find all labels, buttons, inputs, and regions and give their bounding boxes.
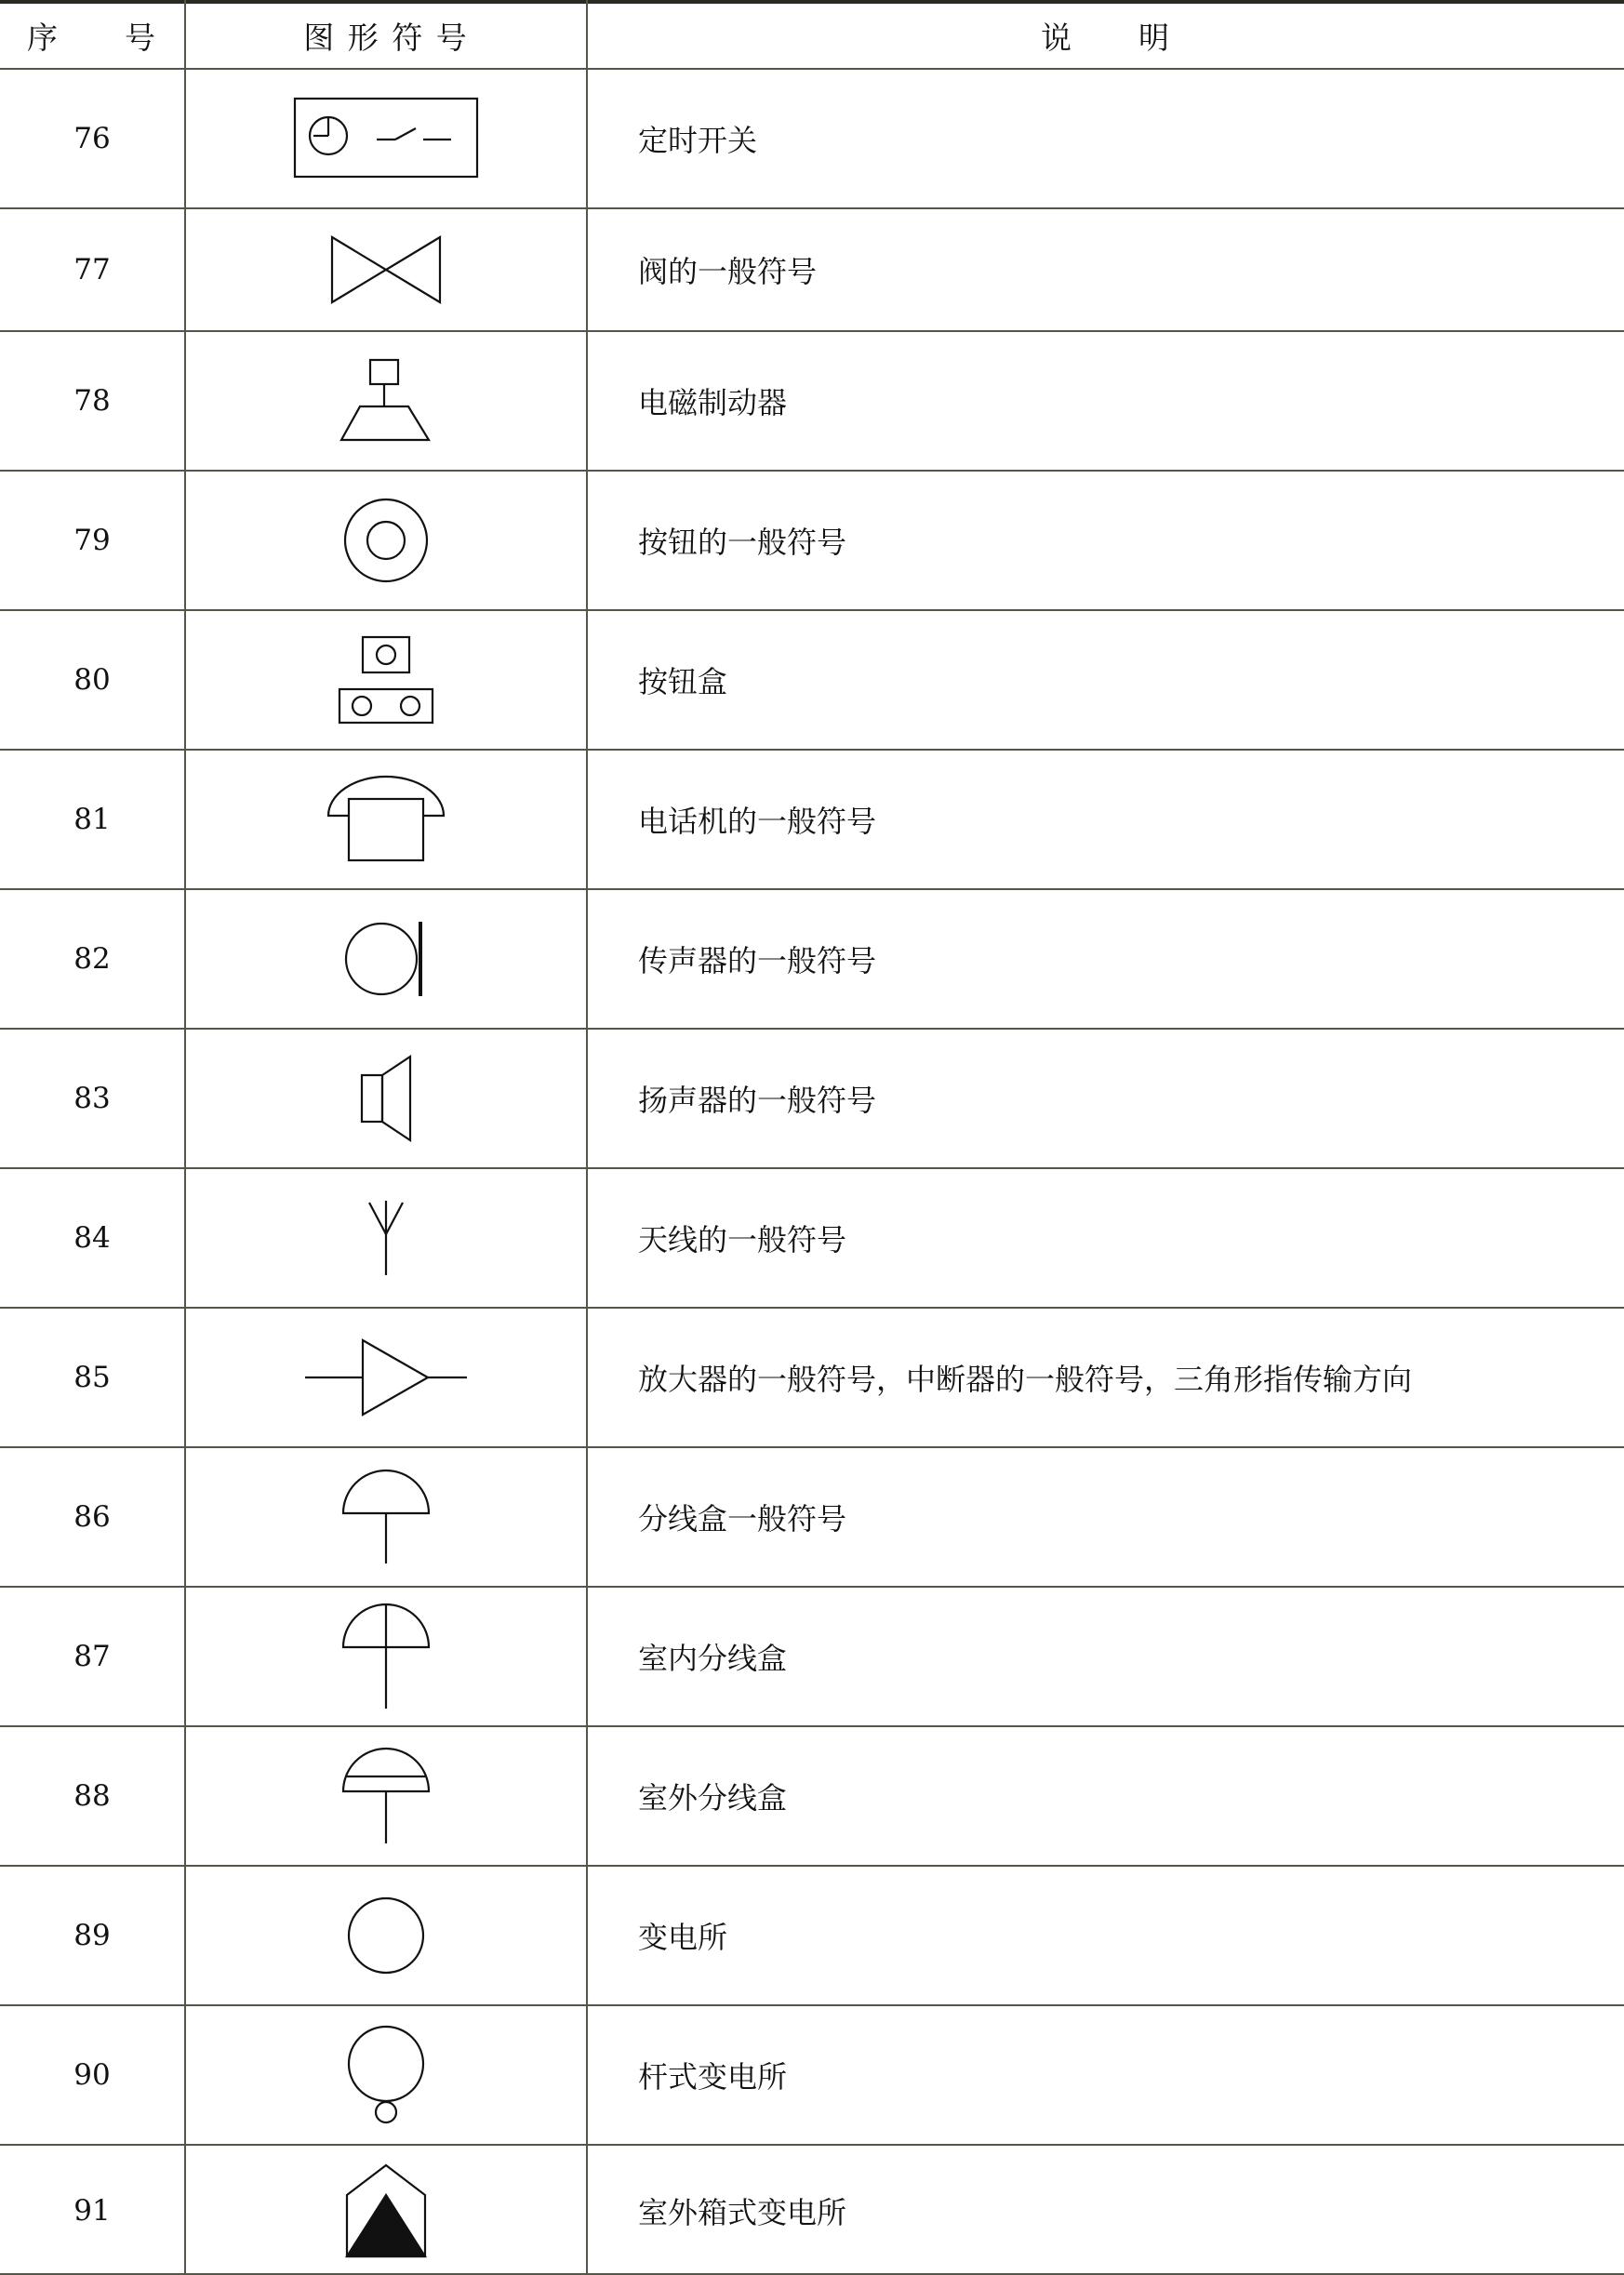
table-row [0,332,1624,470]
header-number: 序 号 [27,20,157,56]
table-row [0,70,1624,207]
row-number: 80 [73,663,111,697]
table-row [0,1030,1624,1167]
row-divider [0,1307,1624,1309]
row-description: 按钮盒 [638,664,728,699]
row-divider [0,1167,1624,1169]
row-divider [0,330,1624,332]
valve-icon [186,209,586,330]
row-description: 分线盒一般符号 [638,1501,847,1537]
table-row [0,611,1624,749]
row-description: 放大器的一般符号，中断器的一般符号，三角形指传输方向 [638,1362,1413,1397]
row-number: 83 [73,1082,111,1115]
table-row [0,890,1624,1028]
row-divider [0,2004,1624,2006]
indoor-junction-box-icon [186,1588,586,1725]
row-description: 天线的一般符号 [638,1222,847,1257]
row-divider [0,470,1624,472]
row-description: 变电所 [638,1920,728,1955]
table-row [0,2146,1624,2275]
row-number: 77 [73,253,111,286]
column-divider [586,0,588,2275]
row-number: 86 [73,1500,111,1534]
row-description: 按钮的一般符号 [638,525,847,560]
table-row [0,2006,1624,2144]
row-divider [0,609,1624,611]
row-divider [0,2144,1624,2146]
table-row [0,1448,1624,1586]
junction-box-icon [186,1448,586,1586]
substation-icon [186,1867,586,2004]
row-number: 84 [73,1221,111,1255]
row-divider [0,1586,1624,1588]
push-button-icon [186,472,586,609]
row-number: 87 [73,1640,111,1673]
row-description: 传声器的一般符号 [638,943,877,978]
row-number: 79 [73,524,111,557]
column-divider [184,0,186,2275]
header-description: 说 明 [1041,20,1171,56]
row-number: 89 [73,1919,111,1952]
outdoor-box-substation-icon [186,2146,586,2275]
row-description: 室外分线盒 [638,1780,788,1816]
row-number: 82 [73,942,111,976]
table-row [0,1727,1624,1865]
loudspeaker-icon [186,1030,586,1167]
row-number: 88 [73,1779,111,1813]
table-row [0,1867,1624,2004]
row-number: 81 [73,803,111,836]
electromagnetic-brake-icon [186,332,586,470]
row-description: 室内分线盒 [638,1641,788,1676]
table-row [0,472,1624,609]
table-row [0,1309,1624,1446]
row-description: 定时开关 [638,123,758,158]
table-row [0,1169,1624,1307]
antenna-icon [186,1169,586,1307]
timer-switch-icon [186,70,586,207]
table-row [0,209,1624,330]
row-divider [0,68,1624,70]
microphone-icon [186,890,586,1028]
row-description: 室外箱式变电所 [638,2194,847,2230]
row-divider [0,1446,1624,1448]
row-description: 扬声器的一般符号 [638,1083,877,1118]
row-description: 杆式变电所 [638,2059,788,2095]
button-box-icon [186,611,586,749]
row-number: 78 [73,384,111,418]
table-row [0,751,1624,888]
row-divider [0,888,1624,890]
row-number: 90 [73,2058,111,2092]
row-description: 阀的一般符号 [638,254,818,289]
row-divider [0,1865,1624,1867]
row-description: 电磁制动器 [638,385,788,420]
row-number: 91 [73,2193,111,2228]
row-divider [0,1028,1624,1030]
row-number: 85 [73,1361,111,1394]
header-symbol: 图 形 符 号 [303,20,469,56]
row-description: 电话机的一般符号 [638,804,877,839]
row-divider [0,749,1624,751]
pole-substation-icon [186,2006,586,2144]
outdoor-junction-box-icon [186,1727,586,1865]
table-row [0,1588,1624,1725]
row-number: 76 [73,122,111,155]
amplifier-icon [186,1309,586,1446]
row-divider [0,1725,1624,1727]
row-divider [0,207,1624,209]
telephone-icon [186,751,586,888]
